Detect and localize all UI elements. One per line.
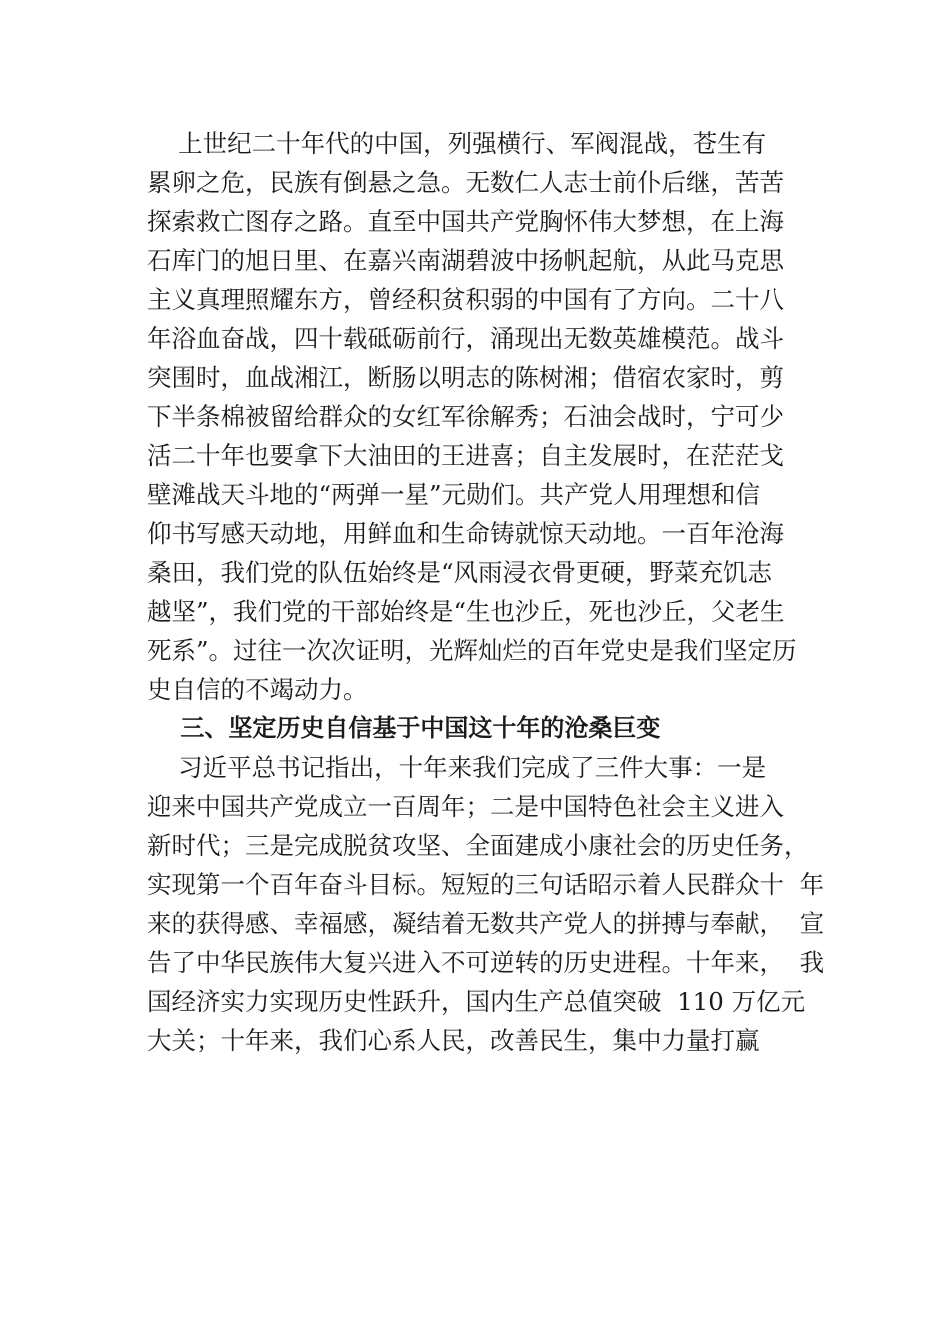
- paragraph-line: 主义真理照耀东方，曾经积贫积弱的中国有了方向。二十八: [147, 285, 784, 314]
- paragraph-line: 壁滩战天斗地的“两弹一星”元勋们。共产党人用理想和信: [147, 480, 761, 509]
- paragraph-line: 迎来中国共产党成立一百周年；二是中国特色社会主义进入: [147, 792, 784, 821]
- document-body: [147, 124, 827, 1060]
- paragraph-line: 越坚”，我们党的干部始终是“生也沙丘，死也沙丘，父老生: [147, 597, 785, 626]
- paragraph-line: 史自信的不竭动力。: [147, 675, 368, 704]
- paragraph-decade: [147, 748, 827, 1060]
- section-heading: 三、坚定历史自信基于中国这十年的沧桑巨变: [147, 714, 661, 742]
- paragraph-line: 桑田，我们党的队伍始终是“风雨浸衣骨更硬，野菜充饥志: [147, 558, 773, 587]
- paragraph-line: 累卵之危，民族有倒悬之急。无数仁人志士前仆后继，苦苦: [147, 168, 784, 197]
- paragraph-line: 突围时，血战湘江，断肠以明志的陈树湘；借宿农家时，剪: [147, 363, 784, 392]
- paragraph-line: 年浴血奋战，四十载砥砺前行，涌现出无数英雄模范。战斗: [147, 324, 784, 353]
- paragraph-line: 实现第一个百年奋斗目标。短短的三句话昭示着人民群众十 年: [147, 870, 825, 899]
- paragraph-line: 石库门的旭日里、在嘉兴南湖碧波中扬帆起航，从此马克思: [147, 246, 784, 275]
- paragraph-line: 仰书写感天动地，用鲜血和生命铸就惊天动地。一百年沧海: [147, 519, 784, 548]
- paragraph-line: 上世纪二十年代的中国，列强横行、军阀混战，苍生有: [147, 129, 767, 158]
- paragraph-line: 来的获得感、幸福感，凝结着无数共产党人的拼搏与奉献， 宣: [147, 909, 825, 938]
- paragraph-line: 习近平总书记指出，十年来我们完成了三件大事：一是: [147, 753, 767, 782]
- paragraph-line: 下半条棉被留给群众的女红军徐解秀；石油会战时，宁可少: [147, 402, 784, 431]
- paragraph-line: 国经济实力实现历史性跃升，国内生产总值突破 110 万亿元: [147, 987, 806, 1016]
- paragraph-line: 新时代；三是完成脱贫攻坚、全面建成小康社会的历史任务，: [147, 831, 809, 860]
- paragraph-line: 死系”。过往一次次证明，光辉灿烂的百年党史是我们坚定历: [147, 636, 797, 665]
- paragraph-history: [147, 124, 827, 709]
- paragraph-line: 探索救亡图存之路。直至中国共产党胸怀伟大梦想，在上海: [147, 207, 784, 236]
- paragraph-line: 活二十年也要拿下大油田的王进喜；自主发展时，在茫茫戈: [147, 441, 784, 470]
- paragraph-line: 大关；十年来，我们心系人民，改善民生，集中力量打赢: [147, 1026, 760, 1055]
- paragraph-line: 告了中华民族伟大复兴进入不可逆转的历史进程。十年来， 我: [147, 948, 825, 977]
